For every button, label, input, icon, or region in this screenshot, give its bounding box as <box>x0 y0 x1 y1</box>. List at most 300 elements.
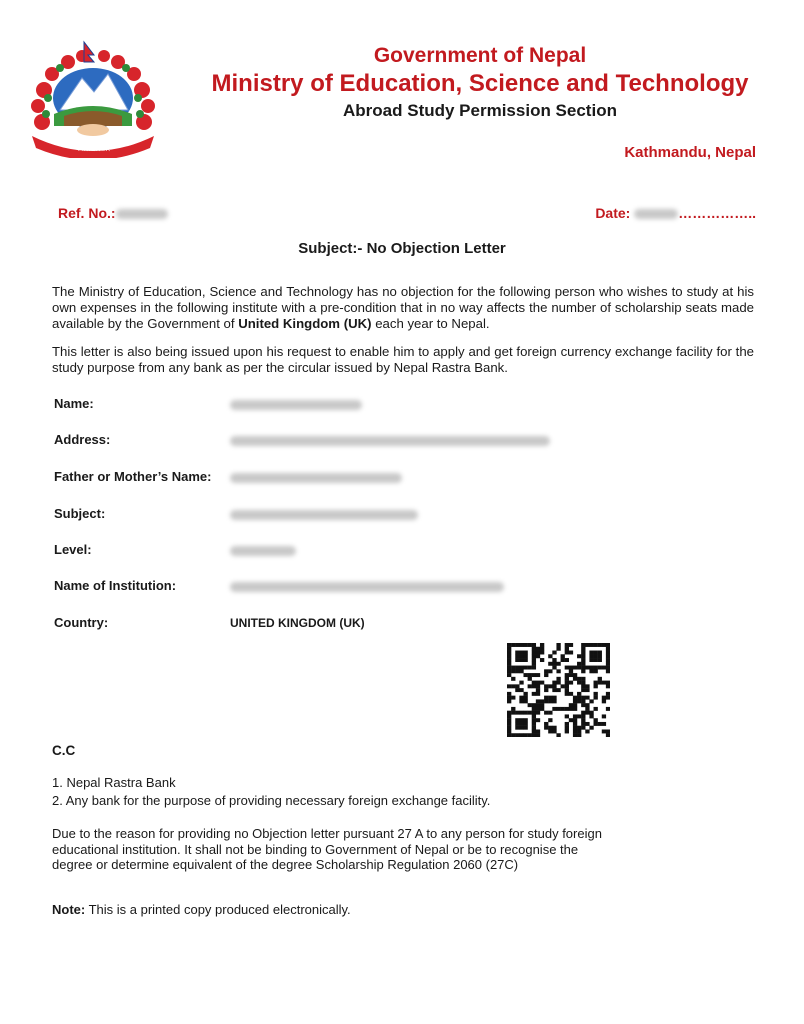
qr-module <box>532 714 536 718</box>
qr-module <box>552 696 556 700</box>
qr-module <box>602 666 606 670</box>
qr-module <box>519 711 523 715</box>
qr-module <box>589 726 593 730</box>
nepal-emblem-icon <box>24 40 162 158</box>
qr-module <box>544 722 548 726</box>
qr-module <box>589 666 593 670</box>
qr-module <box>581 699 585 703</box>
qr-module <box>507 647 511 651</box>
qr-module <box>581 666 585 670</box>
qr-module <box>585 684 589 688</box>
qr-module <box>536 729 540 733</box>
qr-module <box>602 643 606 647</box>
qr-module <box>536 718 540 722</box>
qr-module <box>589 658 593 662</box>
qr-module <box>532 726 536 730</box>
date-field <box>595 205 756 221</box>
qr-module <box>573 699 577 703</box>
cc-item: 1. Nepal Rastra Bank <box>52 775 176 790</box>
redacted-subject <box>230 510 418 520</box>
qr-module <box>536 651 540 655</box>
qr-module <box>519 669 523 673</box>
qr-module <box>507 666 511 670</box>
qr-module <box>581 677 585 681</box>
qr-module <box>536 654 540 658</box>
qr-module <box>569 707 573 711</box>
qr-module <box>536 733 540 737</box>
qr-module <box>511 669 515 673</box>
qr-module <box>606 733 610 737</box>
qr-module <box>536 688 540 692</box>
qr-module <box>556 707 560 711</box>
qr-module <box>536 707 540 711</box>
qr-module <box>528 711 532 715</box>
qr-module <box>569 643 573 647</box>
cc-title: C.C <box>52 743 76 758</box>
qr-module <box>532 654 536 658</box>
qr-module <box>606 681 610 685</box>
qr-module <box>577 654 581 658</box>
ref-label: Ref. No.: <box>58 205 116 221</box>
note-text: This is a printed copy produced electronically. <box>85 902 351 917</box>
qr-module <box>532 692 536 696</box>
qr-module <box>565 658 569 662</box>
qr-module <box>565 666 569 670</box>
qr-module <box>532 722 536 726</box>
qr-module <box>548 669 552 673</box>
qr-module <box>581 696 585 700</box>
qr-module <box>511 733 515 737</box>
qr-module <box>519 643 523 647</box>
qr-module <box>598 643 602 647</box>
qr-module <box>556 681 560 685</box>
qr-module <box>540 699 544 703</box>
qr-module <box>511 643 515 647</box>
qr-module <box>507 654 511 658</box>
qr-module <box>519 696 523 700</box>
qr-module <box>594 707 598 711</box>
qr-module <box>523 673 527 677</box>
qr-module <box>589 643 593 647</box>
qr-module <box>523 651 527 655</box>
qr-module <box>565 673 569 677</box>
qr-module <box>507 729 511 733</box>
qr-module <box>523 643 527 647</box>
qr-module <box>528 684 532 688</box>
redacted-address <box>230 436 550 446</box>
qr-module <box>573 729 577 733</box>
qr-module <box>556 688 560 692</box>
qr-module <box>565 688 569 692</box>
qr-module <box>606 654 610 658</box>
section-title: Abroad Study Permission Section <box>343 101 617 120</box>
qr-module <box>511 711 515 715</box>
qr-module <box>594 654 598 658</box>
qr-module <box>573 718 577 722</box>
qr-module <box>515 726 519 730</box>
qr-module <box>573 703 577 707</box>
qr-module <box>581 654 585 658</box>
qr-module <box>515 684 519 688</box>
qr-module <box>598 722 602 726</box>
qr-module <box>577 696 581 700</box>
qr-module <box>589 714 593 718</box>
qr-module <box>577 692 581 696</box>
qr-module <box>573 726 577 730</box>
qr-module <box>594 643 598 647</box>
qr-module <box>573 722 577 726</box>
qr-module <box>507 714 511 718</box>
qr-module <box>598 654 602 658</box>
qr-module <box>598 681 602 685</box>
qr-module <box>523 654 527 658</box>
qr-module <box>594 666 598 670</box>
qr-module <box>581 669 585 673</box>
qr-module <box>565 707 569 711</box>
qr-module <box>573 714 577 718</box>
qr-module <box>523 711 527 715</box>
qr-module <box>561 707 565 711</box>
qr-module <box>540 643 544 647</box>
qr-module <box>585 666 589 670</box>
qr-module <box>606 643 610 647</box>
qr-module <box>577 681 581 685</box>
qr-module <box>556 647 560 651</box>
qr-module <box>589 699 593 703</box>
letter-subject: Subject:- No Objection Letter <box>298 240 506 257</box>
qr-module <box>581 714 585 718</box>
qr-module <box>556 643 560 647</box>
qr-module <box>511 684 515 688</box>
qr-module <box>507 696 511 700</box>
qr-module <box>606 658 610 662</box>
qr-module <box>544 688 548 692</box>
qr-module <box>589 711 593 715</box>
qr-module <box>515 722 519 726</box>
qr-module <box>515 733 519 737</box>
qr-module <box>585 711 589 715</box>
field-subject-label: Subject: <box>54 506 106 521</box>
qr-module <box>565 647 569 651</box>
qr-module <box>606 669 610 673</box>
qr-module <box>519 651 523 655</box>
qr-module <box>565 643 569 647</box>
qr-module <box>569 692 573 696</box>
qr-module <box>515 711 519 715</box>
qr-module <box>507 673 511 677</box>
qr-module <box>565 692 569 696</box>
redacted-date-value <box>634 209 678 219</box>
qr-module <box>569 718 573 722</box>
qr-module <box>581 643 585 647</box>
qr-module <box>598 666 602 670</box>
qr-module <box>573 673 577 677</box>
qr-module <box>573 733 577 737</box>
qr-module <box>606 684 610 688</box>
qr-module <box>532 647 536 651</box>
qr-module <box>540 647 544 651</box>
field-country-value: UNITED KINGDOM (UK) <box>230 616 365 630</box>
qr-module <box>577 662 581 666</box>
field-country <box>54 615 754 633</box>
field-institution-label: Name of Institution: <box>54 578 177 593</box>
qr-module <box>585 722 589 726</box>
qr-module <box>573 696 577 700</box>
qr-module <box>515 669 519 673</box>
field-subject <box>54 506 754 524</box>
qr-module <box>594 718 598 722</box>
qr-module <box>598 658 602 662</box>
qr-module <box>528 703 532 707</box>
qr-module <box>594 681 598 685</box>
qr-module <box>565 722 569 726</box>
qr-module <box>565 677 569 681</box>
qr-module <box>536 647 540 651</box>
field-name <box>54 396 754 414</box>
field-level <box>54 542 754 560</box>
qr-module <box>594 658 598 662</box>
qr-module <box>606 696 610 700</box>
field-institution <box>54 578 754 596</box>
qr-module <box>544 726 548 730</box>
qr-module <box>577 666 581 670</box>
qr-module <box>573 677 577 681</box>
redacted-parent-name <box>230 473 402 483</box>
qr-module <box>548 718 552 722</box>
qr-module <box>565 729 569 733</box>
qr-module <box>606 662 610 666</box>
redacted-institution <box>230 582 504 592</box>
cc-list <box>52 774 490 810</box>
qr-module <box>532 707 536 711</box>
field-address <box>54 432 754 450</box>
qr-module <box>552 707 556 711</box>
qr-module <box>544 669 548 673</box>
field-name-label: Name: <box>54 396 94 411</box>
field-level-label: Level: <box>54 542 92 557</box>
qr-module <box>519 722 523 726</box>
qr-module <box>602 722 606 726</box>
qr-module <box>515 643 519 647</box>
field-parent-label: Father or Mother’s Name: <box>54 469 212 484</box>
qr-module <box>532 681 536 685</box>
qr-module <box>594 722 598 726</box>
qr-module <box>519 718 523 722</box>
qr-module <box>544 711 548 715</box>
qr-module <box>556 662 560 666</box>
qr-module <box>606 707 610 711</box>
qr-module <box>548 726 552 730</box>
ministry-title: Ministry of Education, Science and Technology <box>211 70 749 97</box>
qr-module <box>561 654 565 658</box>
qr-module <box>519 681 523 685</box>
note <box>52 902 351 917</box>
qr-module <box>577 726 581 730</box>
qr-module <box>585 729 589 733</box>
qr-module <box>540 707 544 711</box>
qr-code-icon <box>507 643 610 737</box>
qr-module <box>536 692 540 696</box>
qr-module <box>523 666 527 670</box>
qr-module <box>507 726 511 730</box>
qr-module <box>523 718 527 722</box>
qr-module <box>532 684 536 688</box>
qr-module <box>602 681 606 685</box>
qr-module <box>511 696 515 700</box>
qr-module <box>569 681 573 685</box>
qr-module <box>515 658 519 662</box>
qr-module <box>536 703 540 707</box>
qr-module <box>511 707 515 711</box>
qr-module <box>565 651 569 655</box>
qr-module <box>552 651 556 655</box>
qr-module <box>589 651 593 655</box>
qr-module <box>519 699 523 703</box>
qr-module <box>544 699 548 703</box>
qr-module <box>532 673 536 677</box>
qr-module <box>585 707 589 711</box>
qr-module <box>523 722 527 726</box>
qr-module <box>511 666 515 670</box>
qr-module <box>519 658 523 662</box>
paragraph-exchange: This letter is also being issued upon his request to enable him to apply and get foreign currency exchange facility for the study purpose from any bank as per the circular issued by Nepal Rastra Bank. <box>52 344 754 375</box>
paragraph-regulation: Due to the reason for providing no Objection letter pursuant 27 A to any person for study foreign educational institution. It shall not be binding to Government of Nepal or be to recognise the degree or determine equivalent of the degree Scholarship Regulation 2060 (27C) <box>52 826 602 872</box>
qr-module <box>536 711 540 715</box>
qr-module <box>536 681 540 685</box>
qr-module <box>556 669 560 673</box>
qr-module <box>552 688 556 692</box>
qr-module <box>581 647 585 651</box>
qr-module <box>519 688 523 692</box>
qr-module <box>536 684 540 688</box>
qr-module <box>532 666 536 670</box>
qr-module <box>606 666 610 670</box>
qr-module <box>548 711 552 715</box>
qr-module <box>594 692 598 696</box>
qr-module <box>523 696 527 700</box>
qr-module <box>532 662 536 666</box>
qr-module <box>552 729 556 733</box>
qr-module <box>552 662 556 666</box>
qr-module <box>606 729 610 733</box>
date-dots: …………….. <box>678 205 756 221</box>
paragraph-objection-text-1: The Ministry of Education, Science and Technology has no objection for the following person who wishes to study at his own expenses in the following institute with a pre-condition that in no way affects the number of scholarship seats made available by the Government of <box>52 284 754 331</box>
qr-module <box>606 692 610 696</box>
qr-module <box>565 684 569 688</box>
qr-module <box>552 699 556 703</box>
qr-module <box>552 658 556 662</box>
qr-module <box>581 711 585 715</box>
qr-module <box>507 643 511 647</box>
qr-module <box>548 662 552 666</box>
qr-module <box>528 666 532 670</box>
paragraph-objection <box>52 284 754 332</box>
qr-module <box>581 703 585 707</box>
qr-module <box>507 718 511 722</box>
qr-module <box>523 733 527 737</box>
qr-module <box>532 711 536 715</box>
qr-module <box>532 733 536 737</box>
qr-module <box>515 666 519 670</box>
qr-module <box>569 703 573 707</box>
qr-module <box>581 722 585 726</box>
qr-module <box>552 684 556 688</box>
qr-module <box>577 729 581 733</box>
qr-module <box>552 666 556 670</box>
qr-module <box>507 711 511 715</box>
qr-module <box>594 696 598 700</box>
qr-module <box>548 696 552 700</box>
qr-module <box>540 703 544 707</box>
government-title: Government of Nepal <box>373 44 587 67</box>
qr-module <box>573 707 577 711</box>
redacted-name <box>230 400 362 410</box>
qr-module <box>507 684 511 688</box>
qr-module <box>561 658 565 662</box>
qr-module <box>532 658 536 662</box>
qr-module <box>528 677 532 681</box>
qr-module <box>577 677 581 681</box>
qr-module <box>507 658 511 662</box>
qr-module <box>523 699 527 703</box>
qr-module <box>606 651 610 655</box>
qr-module <box>573 666 577 670</box>
qr-module <box>532 643 536 647</box>
qr-module <box>556 733 560 737</box>
qr-module <box>569 651 573 655</box>
qr-module <box>602 714 606 718</box>
qr-module <box>581 651 585 655</box>
redacted-level <box>230 546 296 556</box>
qr-module <box>585 643 589 647</box>
redacted-ref-value <box>116 209 168 219</box>
qr-module <box>565 726 569 730</box>
qr-module <box>544 684 548 688</box>
qr-module <box>540 651 544 655</box>
qr-module <box>602 699 606 703</box>
qr-module <box>581 718 585 722</box>
qr-module <box>507 692 511 696</box>
qr-module <box>552 681 556 685</box>
qr-module <box>577 733 581 737</box>
qr-module <box>598 677 602 681</box>
qr-module <box>540 681 544 685</box>
qr-module <box>511 677 515 681</box>
qr-module <box>515 651 519 655</box>
qr-module <box>548 729 552 733</box>
qr-module <box>552 726 556 730</box>
field-country-label: Country: <box>54 615 109 630</box>
qr-module <box>507 669 511 673</box>
date-label: Date: <box>595 205 635 221</box>
qr-module <box>507 699 511 703</box>
qr-module <box>561 684 565 688</box>
field-parent <box>54 469 754 487</box>
qr-module <box>577 699 581 703</box>
qr-module <box>519 654 523 658</box>
qr-module <box>523 658 527 662</box>
qr-module <box>540 658 544 662</box>
qr-module <box>536 673 540 677</box>
qr-module <box>523 692 527 696</box>
field-address-label: Address: <box>54 432 111 447</box>
qr-module <box>532 651 536 655</box>
paragraph-objection-country: United Kingdom (UK) <box>238 316 372 331</box>
ref-number <box>58 205 168 221</box>
qr-module <box>606 647 610 651</box>
qr-module <box>581 658 585 662</box>
qr-module <box>519 726 523 730</box>
